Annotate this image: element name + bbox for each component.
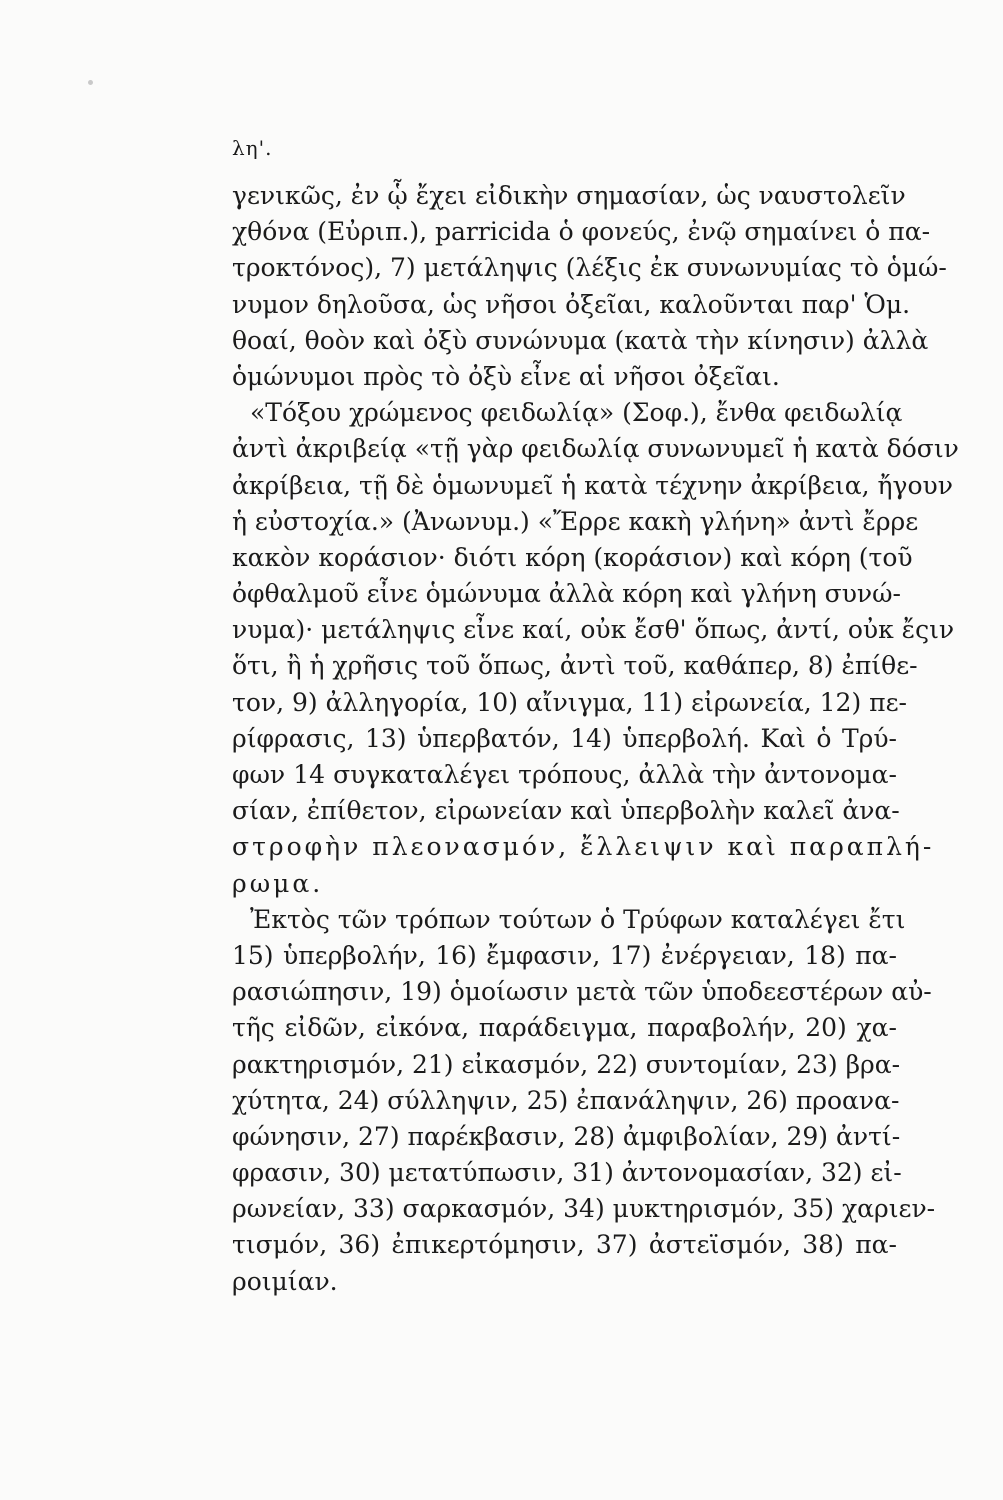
- text-line: 15) ὑπερβολήν, 16) ἔμφασιν, 17) ἐνέργειαν, 18) πα-: [232, 940, 897, 970]
- text-line: ρωνείαν, 33) σαρκασμόν, 34) μυκτηρισμόν, 35) χαριεν-: [232, 1194, 936, 1224]
- text-line: χθόνα (Εὐριπ.), parricida ὁ φονεύς, ἐνῷ σημαίνει ὁ πα-: [232, 217, 931, 247]
- text-line: ρωμα.: [232, 868, 324, 898]
- text-line: κακὸν κοράσιον· διότι κόρη (κοράσιον) καὶ κόρη (τοῦ: [232, 542, 913, 572]
- text-line: νυμον δηλοῦσα, ὡς νῆσοι ὀξεῖαι, καλοῦνται παρ' Ὁμ.: [232, 289, 911, 319]
- text-line: ροιμίαν.: [232, 1266, 338, 1296]
- text-line: φώνησιν, 27) παρέκβασιν, 28) ἀμφιβολίαν, 29) ἀντί-: [232, 1121, 901, 1151]
- text-line: ὅτι, ἢ ἡ χρῆσις τοῦ ὅπως, ἀντὶ τοῦ, καθάπερ, 8) ἐπίθε-: [232, 651, 918, 681]
- text-line: ὁμώνυμοι πρὸς τὸ ὀξὺ εἶνε αἱ νῆσοι ὀξεῖαι.: [232, 361, 780, 391]
- text-line: νυμα)· μετάληψις εἶνε καί, οὐκ ἔσθ' ὅπως, ἀντί, οὐκ ἔςιν: [232, 615, 955, 645]
- text-line: γενικῶς, ἐν ᾧ ἔχει εἰδικὴν σημασίαν, ὡς ναυστολεῖν: [232, 181, 906, 210]
- text-line: ρακτηρισμόν, 21) εἰκασμόν, 22) συντομίαν, 23) βρα-: [232, 1049, 901, 1079]
- text-line: ἀντὶ ἀκριβείᾳ «τῇ γὰρ φειδωλίᾳ συνωνυμεῖ ἡ κατὰ δόσιν: [232, 434, 959, 464]
- text-line: τον, 9) ἀλληγορία, 10) αἴνιγμα, 11) εἰρωνεία, 12) πε-: [232, 687, 907, 717]
- text-line: ἀκρίβεια, τῇ δὲ ὁμωνυμεῖ ἡ κατὰ τέχνην ἀκρίβεια, ἤγουν: [232, 470, 953, 500]
- text-line: θοαί, θοὸν καὶ ὀξὺ συνώνυμα (κατὰ τὴν κίνησιν) ἀλλὰ: [232, 325, 929, 355]
- text-line: ἡ εὐστοχία.» (Ἀνωνυμ.) «Ἔρρε κακὴ γλήνη» ἀντὶ ἔρρε: [232, 506, 919, 536]
- page-text: [232, 178, 959, 1300]
- page-number: λη'.: [232, 136, 273, 160]
- text-line: ὀφθαλμοῦ εἶνε ὁμώνυμα ἀλλὰ κόρη καὶ γλήνη συνώ-: [232, 579, 901, 609]
- text-line: τροκτόνος), 7) μετάληψις (λέξις ἐκ συνωνυμίας τὸ ὁμώ-: [232, 253, 947, 283]
- text-line: στροφὴν πλεονασμόν, ἔλλειψιν καὶ παραπλή-: [232, 832, 935, 862]
- text-line: τισμόν, 36) ἐπικερτόμησιν, 37) ἀστεϊσμόν, 38) πα-: [232, 1230, 897, 1260]
- text-line: φων 14 συγκαταλέγει τρόπους, ἀλλὰ τὴν ἀντονομα-: [232, 760, 897, 789]
- text-line: Ἐκτὸς τῶν τρόπων τούτων ὁ Τρύφων καταλέγει ἔτι: [250, 904, 906, 934]
- text-line: χύτητα, 24) σύλληψιν, 25) ἐπανάληψιν, 26) προανα-: [232, 1085, 900, 1115]
- print-speck: [88, 80, 93, 85]
- text-line: ρίφρασις, 13) ὑπερβατόν, 14) ὑπερβολή. Καὶ ὁ Τρύ-: [232, 723, 897, 753]
- text-line: τῆς εἰδῶν, εἰκόνα, παράδειγμα, παραβολήν, 20) χα-: [232, 1013, 897, 1043]
- text-line: «Τόξου χρώμενος φειδωλίᾳ» (Σοφ.), ἔνθα φειδωλίᾳ: [250, 398, 903, 428]
- text-line: ρασιώπησιν, 19) ὁμοίωσιν μετὰ τῶν ὑποδεεστέρων αὐ-: [232, 977, 932, 1007]
- text-line: φρασιν, 30) μετατύπωσιν, 31) ἀντονομασίαν, 32) εἰ-: [232, 1158, 902, 1188]
- text-line: σίαν, ἐπίθετον, εἰρωνείαν καὶ ὑπερβολὴν καλεῖ ἀνα-: [232, 796, 900, 826]
